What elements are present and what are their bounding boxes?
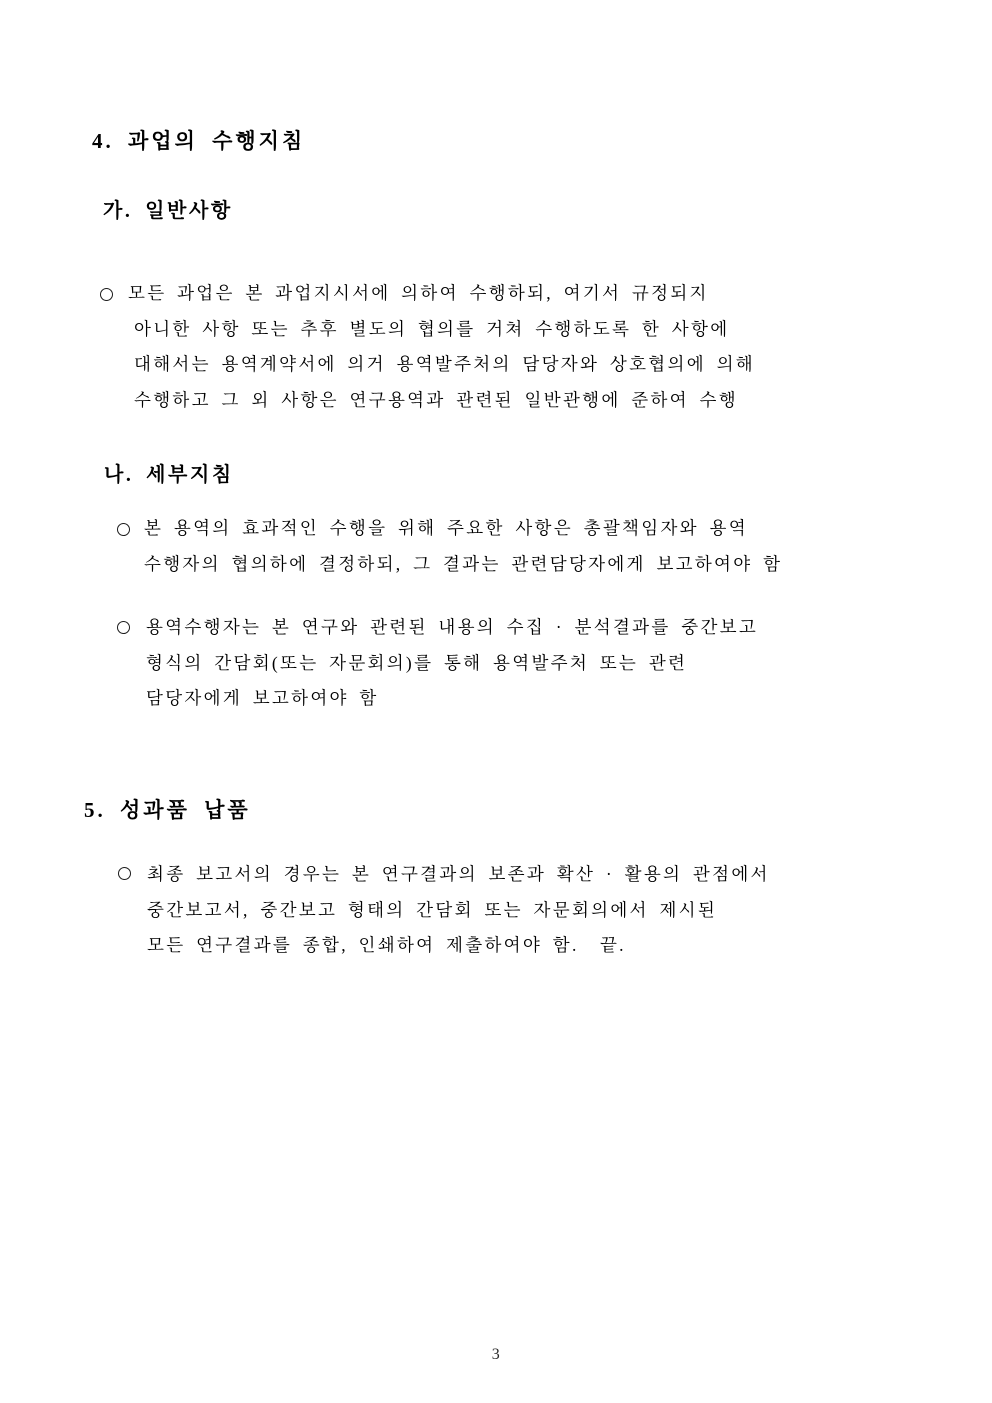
paragraph-line: 수행자의 협의하에 결정하되, 그 결과는 관련담당자에게 보고하여야 함 — [144, 553, 783, 574]
circle-bullet-icon — [100, 288, 113, 301]
subsection-ga-heading: 가. 일반사항 — [103, 200, 233, 222]
circle-bullet-icon — [117, 621, 130, 634]
paragraph-line: 형식의 간담회(또는 자문회의)를 통해 용역발주처 또는 관련 — [146, 652, 688, 673]
paragraph-line: 아니한 사항 또는 추후 별도의 협의를 거쳐 수행하도록 한 사항에 — [134, 318, 730, 339]
paragraph-general-terms — [128, 276, 918, 418]
paragraph-line: 수행하고 그 외 사항은 연구용역과 관련된 일반관행에 준하여 수행 — [134, 389, 738, 410]
paragraph-line: 담당자에게 보고하여야 함 — [146, 688, 379, 709]
paragraph-line: 모든 연구결과를 종합, 인쇄하여 제출하여야 함. 끝. — [147, 935, 626, 956]
paragraph-line: 대해서는 용역계약서에 의거 용역발주처의 담당자와 상호협의에 의해 — [134, 354, 755, 375]
paragraph-line: 본 용역의 효과적인 수행을 위해 주요한 사항은 총괄책임자와 용역 — [144, 518, 748, 538]
paragraph-line: 모든 과업은 본 과업지시서에 의하여 수행하되, 여기서 규정되지 — [128, 283, 709, 303]
circle-bullet-icon — [118, 867, 131, 880]
paragraph-deliverables — [147, 857, 922, 964]
section-5-heading: 5. 성과품 납품 — [84, 798, 251, 822]
paragraph-line: 최종 보고서의 경우는 본 연구결과의 보존과 확산 · 활용의 관점에서 — [147, 864, 770, 884]
subsection-na-heading: 나. 세부지침 — [104, 464, 234, 486]
page-number: 3 — [491, 1346, 501, 1363]
paragraph-line: 중간보고서, 중간보고 형태의 간담회 또는 자문회의에서 제시된 — [147, 899, 718, 920]
paragraph-line: 용역수행자는 본 연구와 관련된 내용의 수집 · 분석결과를 중간보고 — [146, 617, 759, 637]
paragraph-detail-terms-2 — [146, 610, 921, 717]
paragraph-detail-terms-1 — [144, 511, 919, 582]
section-4-heading: 4. 과업의 수행지침 — [92, 129, 306, 153]
circle-bullet-icon — [117, 523, 130, 536]
